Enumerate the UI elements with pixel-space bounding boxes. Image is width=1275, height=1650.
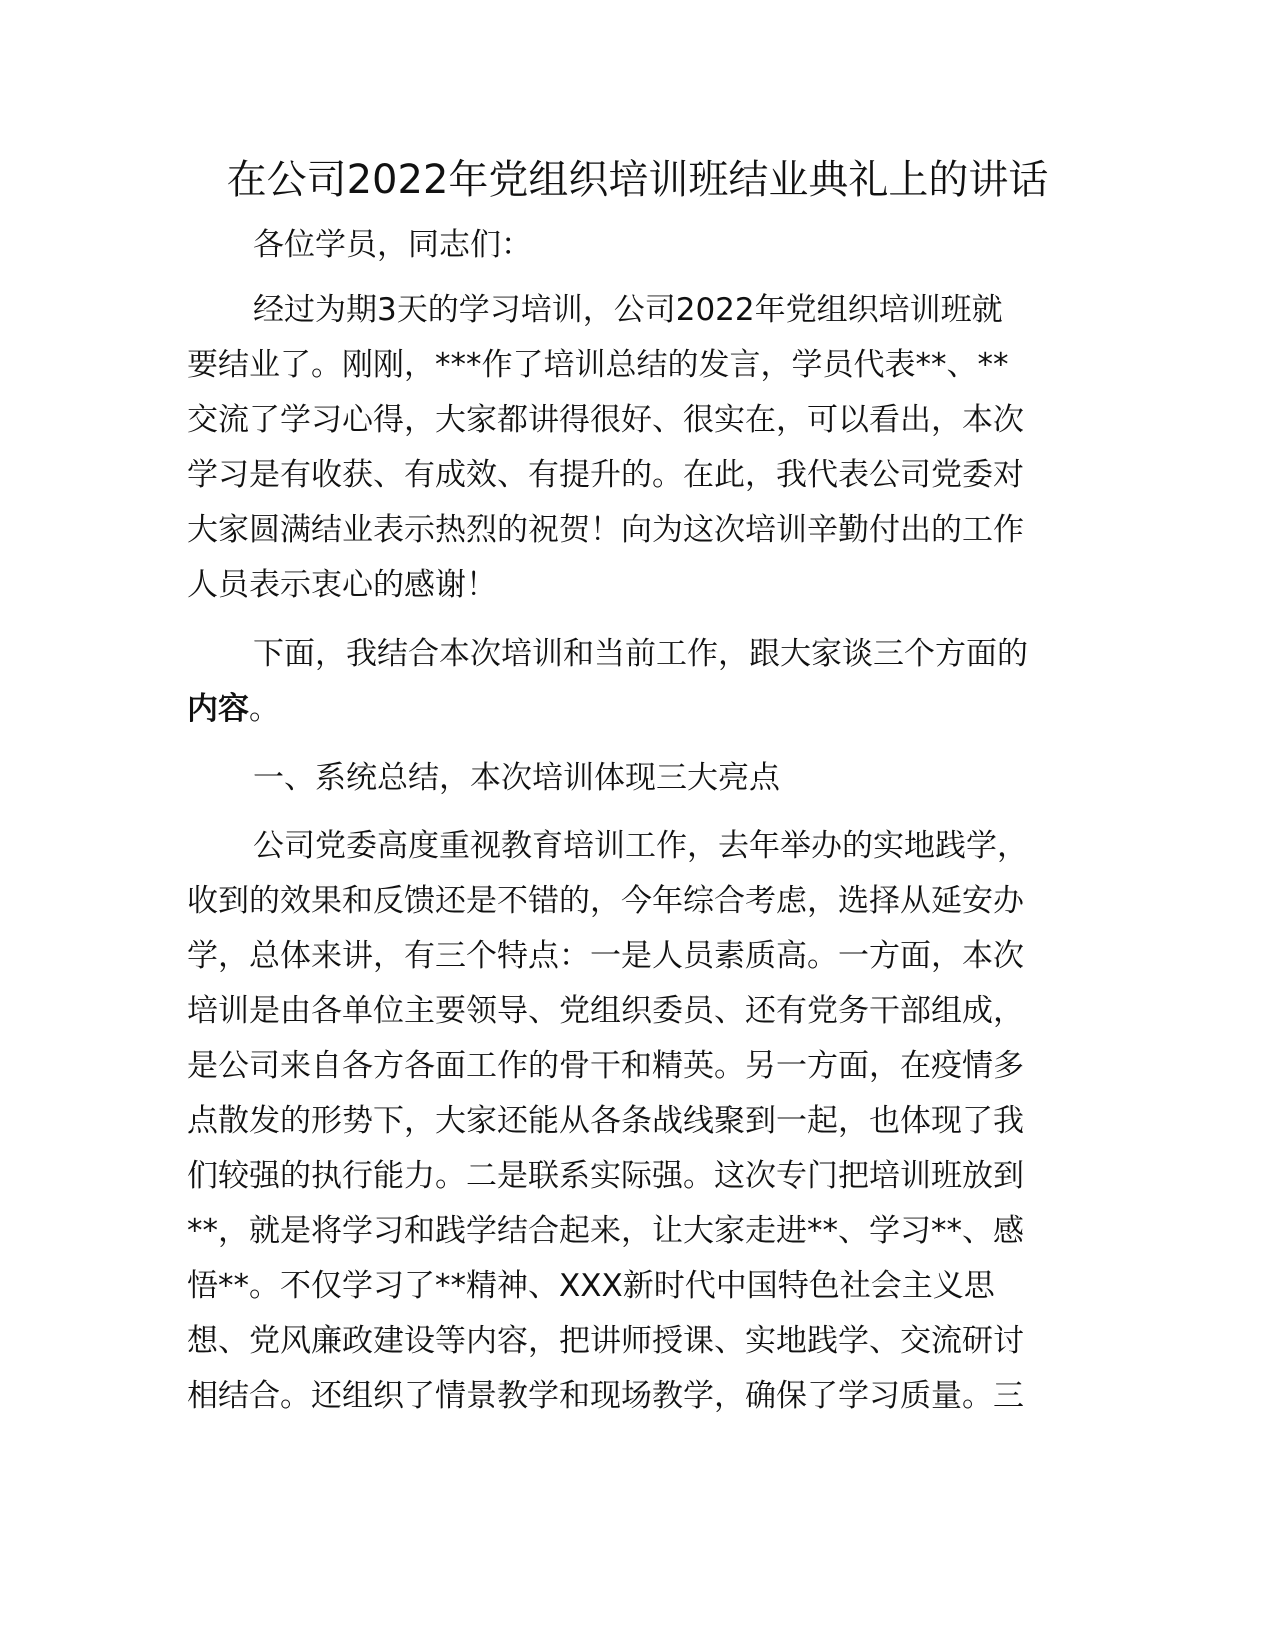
paragraph-line: **，就是将学习和践学结合起来，让大家走进**、学习**、感	[187, 1213, 1024, 1249]
paragraph-line-end	[187, 687, 280, 731]
bold-text: 内容	[187, 691, 249, 727]
paragraph-line: 大家圆满结业表示热烈的祝贺！向为这次培训辛勤付出的工作	[187, 512, 1024, 548]
salutation: 各位学员，同志们：	[253, 227, 532, 263]
paragraph-line: 收到的效果和反馈还是不错的，今年综合考虑，选择从延安办	[187, 883, 1024, 919]
paragraph-line: 人员表示衷心的感谢！	[187, 567, 497, 603]
paragraph-line: 交流了学习心得，大家都讲得很好、很实在，可以看出，本次	[187, 402, 1024, 438]
paragraph-line: 经过为期3天的学习培训，公司2022年党组织培训班就	[253, 292, 1003, 328]
paragraph-line: 们较强的执行能力。二是联系实际强。这次专门把培训班放到	[187, 1158, 1024, 1194]
paragraph-line: 学习是有收获、有成效、有提升的。在此，我代表公司党委对	[187, 457, 1024, 493]
paragraph-line: 学，总体来讲，有三个特点：一是人员素质高。一方面，本次	[187, 938, 1024, 974]
paragraph-line: 公司党委高度重视教育培训工作，去年举办的实地践学，	[253, 828, 1028, 864]
paragraph-line: 是公司来自各方各面工作的骨干和精英。另一方面，在疫情多	[187, 1048, 1024, 1084]
paragraph-line: 下面，我结合本次培训和当前工作，跟大家谈三个方面的	[253, 636, 1028, 672]
paragraph-line: 相结合。还组织了情景教学和现场教学，确保了学习质量。三	[187, 1378, 1024, 1414]
paragraph-line: 悟**。不仅学习了**精神、XXX新时代中国特色社会主义思	[187, 1268, 995, 1304]
period-text: 。	[249, 691, 280, 727]
paragraph-line: 想、党风廉政建设等内容，把讲师授课、实地践学、交流研讨	[187, 1323, 1024, 1359]
section-heading: 一、系统总结，本次培训体现三大亮点	[253, 760, 780, 796]
paragraph-line: 培训是由各单位主要领导、党组织委员、还有党务干部组成，	[187, 993, 1024, 1029]
paragraph-line: 要结业了。刚刚，***作了培训总结的发言，学员代表**、**	[187, 347, 1009, 383]
paragraph-line: 点散发的形势下，大家还能从各条战线聚到一起，也体现了我	[187, 1103, 1024, 1139]
document-title: 在公司2022年党组织培训班结业典礼上的讲话	[226, 157, 1049, 203]
